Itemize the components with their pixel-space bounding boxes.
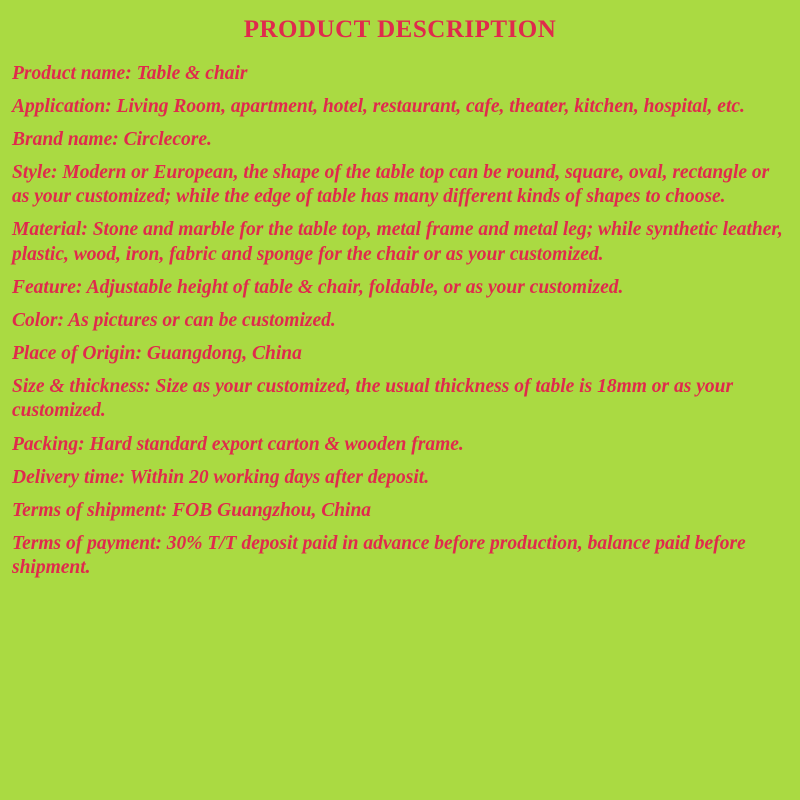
spec-delivery-time: Delivery time: Within 20 working days after deposit. <box>12 466 430 488</box>
spec-style: Style: Modern or European, the shape of the table top can be round, square, oval, rectangle or as your customized; while the edge of table has many different kinds of shapes to choose. <box>12 162 770 208</box>
spec-terms-of-shipment: Terms of shipment: FOB Guangzhou, China <box>12 499 372 521</box>
spec-application: Application: Living Room, apartment, hotel, restaurant, cafe, theater, kitchen, hospital, etc. <box>12 95 745 117</box>
spec-size-thickness: Size & thickness: Size as your customized, the usual thickness of table is 18mm or as your customized. <box>12 376 734 422</box>
spec-product-name: Product name: Table & chair <box>12 62 248 84</box>
spec-brand-name: Brand name: Circlecore. <box>12 128 212 150</box>
page-title: PRODUCT DESCRIPTION <box>243 16 557 43</box>
spec-packing: Packing: Hard standard export carton & wooden frame. <box>12 433 464 455</box>
spec-place-of-origin: Place of Origin: Guangdong, China <box>12 343 302 365</box>
spec-color: Color: As pictures or can be customized. <box>12 309 336 331</box>
spec-material: Material: Stone and marble for the table top, metal frame and metal leg; while synthetic leather, plastic, wood, iron, fabric and sponge for the chair or as your customized. <box>12 219 783 265</box>
specification-list <box>6 62 794 581</box>
spec-feature: Feature: Adjustable height of table & chair, foldable, or as your customized. <box>12 276 624 298</box>
spec-terms-of-payment: Terms of payment: 30% T/T deposit paid in advance before production, balance paid before shipment. <box>12 533 746 579</box>
